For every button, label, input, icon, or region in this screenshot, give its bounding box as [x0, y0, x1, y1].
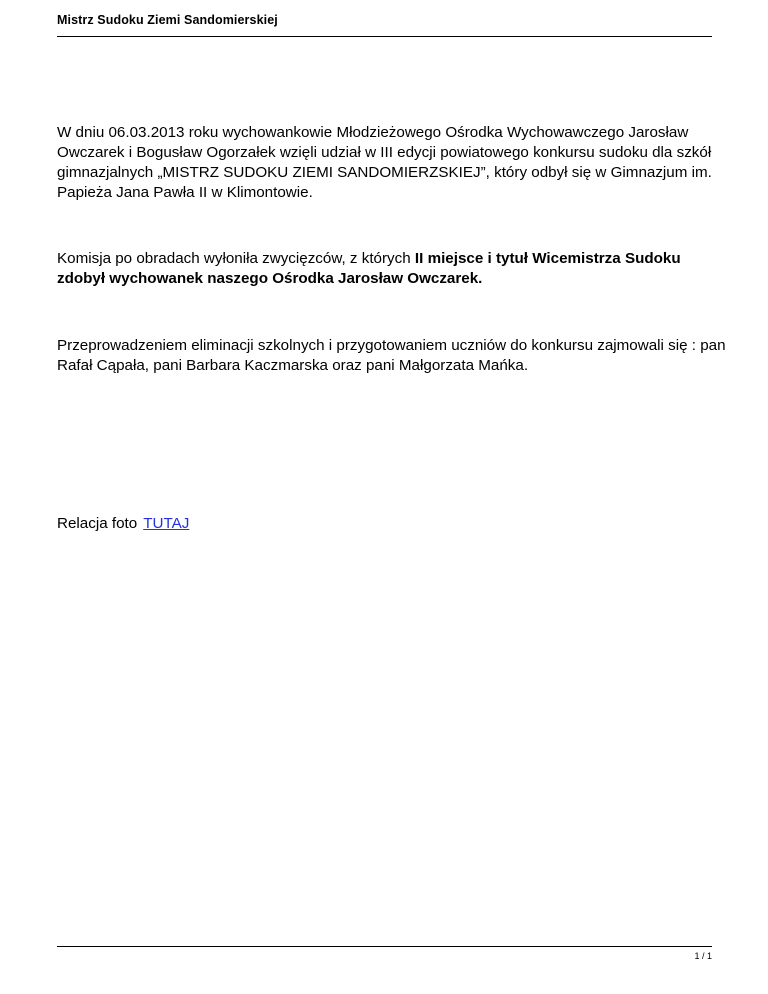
paragraph-intro: W dniu 06.03.2013 roku wychowankowie Młodzieżowego Ośrodka Wychowawczego Jarosław Owczarek i Bogusław Ogorzałek wzięli udział w III edycji powiatowego konkursu sudoku dla szkół gimnazjalnych „MISTRZ SUDOKU ZIEMI SANDOMIERZSKIEJ”, który odbył się w Gimnazjum im. Papieża Jana Pawła II w Klimontowie.: [57, 124, 712, 201]
photo-link[interactable]: TUTAJ: [143, 515, 190, 532]
document-title: Mistrz Sudoku Ziemi Sandomierskiej: [57, 13, 278, 27]
page-footer: [57, 946, 712, 961]
results-text: Komisja po obradach wyłoniła zwycięzców, z których: [57, 250, 415, 267]
results-highlight: II miejsce i tytuł Wicemistrza Sudoku zdobył wychowanek naszego Ośrodka Jarosław Owczarek.: [57, 250, 681, 287]
page-number: 1 / 1: [694, 951, 712, 961]
paragraph-organizers: Przeprowadzeniem eliminacji szkolnych i przygotowaniem uczniów do konkursu zajmowali się : pan Rafał Cąpała, pani Barbara Kaczmarska oraz pani Małgorzata Mańka.: [57, 337, 726, 374]
page-header: [57, 10, 712, 37]
photo-label: Relacja foto: [57, 515, 138, 532]
paragraph-photo: [57, 514, 727, 534]
paragraph-results: [57, 249, 727, 289]
